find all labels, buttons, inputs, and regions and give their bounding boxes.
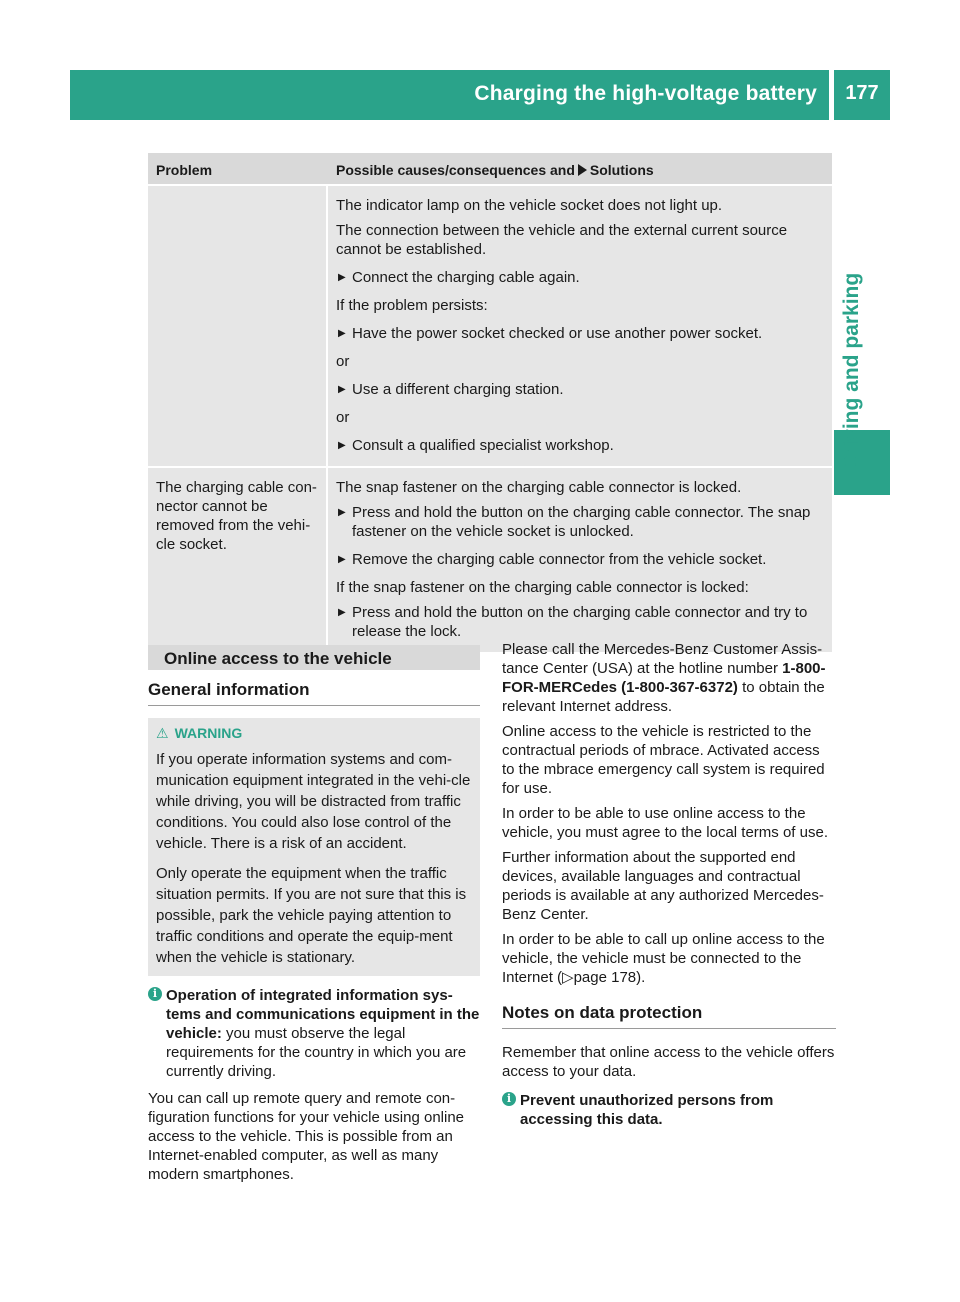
chapter-label: Driving and parking: [840, 272, 863, 470]
troubleshooting-table: [148, 153, 832, 654]
info-note: [502, 1091, 836, 1129]
paragraph-text: Please call the Mercedes-Benz Customer Assis-tance Center (USA) at the hotline number: [502, 641, 823, 677]
warning-text: If you operate information systems and com-munication equipment integrated in the vehi-cle while driving, you will be distracted from traffic conditions. You could also lose control of the vehicle. There is a risk of an accident.: [156, 751, 471, 852]
action-arrow-icon: [578, 164, 587, 176]
section-title: Online access to the vehicle: [148, 645, 480, 670]
solution-cell: [328, 186, 832, 466]
page-reference-link[interactable]: page 178: [573, 969, 637, 986]
info-bold-text: Operation of integrated information sys-tems and communications equipment in the vehicle:: [166, 987, 480, 1042]
body-paragraph: In order to be able to use online access to the vehicle, you must agree to the local terms of use.: [502, 805, 828, 841]
solution-step: ▶ Use a different charging station.: [336, 380, 824, 399]
table-row: [148, 186, 832, 466]
left-column: [148, 645, 480, 1184]
subheading: General information: [148, 670, 480, 706]
solution-step: ▶ Press and hold the button on the charging cable connector and try to release the lock.: [336, 603, 824, 641]
warning-title: [156, 724, 472, 743]
table-header: [148, 153, 832, 184]
solution-cell: [328, 468, 832, 652]
page-title: Charging the high-voltage battery: [474, 82, 817, 105]
column-header-problem: Problem: [156, 162, 213, 178]
problem-cell: [148, 186, 328, 466]
solution-step: ▶ Remove the charging cable connector from the vehicle socket.: [336, 550, 824, 569]
info-note: [148, 986, 480, 1081]
column-header-causes: [328, 153, 832, 184]
body-paragraph: Online access to the vehicle is restricted to the contractual periods of mbrace. Activated access to the mbrace emergency call system is required for use.: [502, 723, 825, 797]
problem-cell: The charging cable con-nector cannot be removed from the vehi-cle socket.: [148, 468, 328, 652]
right-column: [502, 640, 836, 1137]
paragraph-text: In order to be able to call up online access to the vehicle, the vehicle must be connected to the Internet (: [502, 931, 825, 986]
page-number: 177: [845, 82, 879, 104]
info-text: you must observe the legal requirements for the country in which you are currently driving.: [166, 1025, 467, 1080]
solution-step: ▶ Consult a qualified specialist workshop.: [336, 436, 824, 455]
page-number-box: [834, 70, 890, 120]
body-paragraph: [502, 930, 836, 987]
paragraph-text: ).: [636, 969, 646, 986]
cause-text: The snap fastener on the charging cable connector is locked.: [336, 479, 742, 496]
cause-text: The connection between the vehicle and the external current source cannot be established.: [336, 222, 788, 258]
paragraph-text: to obtain the relevant Internet address.: [502, 679, 825, 715]
info-icon: i: [502, 1092, 516, 1106]
info-bold-text: Prevent unauthorized persons from accessing this data.: [520, 1092, 774, 1128]
cause-text: If the problem persists:: [336, 297, 488, 314]
solution-step: ▶ Connect the charging cable again.: [336, 268, 824, 287]
body-paragraph: Further information about the supported end devices, available languages and contractual periods is available at any authorized Mercedes-Benz Center.: [502, 849, 824, 923]
subheading: Notes on data protection: [502, 993, 836, 1029]
info-icon: i: [148, 987, 162, 1001]
solution-step: ▶ Press and hold the button on the charging cable connector. The snap fastener on the vehicle socket is unlocked.: [336, 503, 824, 541]
warning-text: Only operate the equipment when the traffic situation permits. If you are not sure that this is possible, park the vehicle paying attention to traffic conditions and operate the equip-ment when the vehicle is stationary.: [156, 865, 467, 966]
warning-triangle-icon: ⚠: [156, 725, 169, 741]
warning-label: WARNING: [174, 725, 243, 741]
page-ref-arrow-icon: ▷: [562, 969, 574, 986]
body-paragraph: You can call up remote query and remote con-figuration functions for your vehicle using online access to the vehicle. This is possible from an Internet-enabled computer, as well as many modern smartphones.: [148, 1090, 465, 1183]
or-text: or: [336, 409, 350, 426]
warning-box: [148, 718, 480, 976]
hotline-number: 1-800-FOR-MERCedes (1-800-367-6372): [502, 660, 826, 696]
column-header-causes-label: Possible causes/consequences and: [336, 162, 575, 178]
body-paragraph: Remember that online access to the vehicle offers access to your data.: [502, 1044, 835, 1080]
cause-text: The indicator lamp on the vehicle socket does not light up.: [336, 197, 723, 214]
cause-text: If the snap fastener on the charging cable connector is locked:: [336, 579, 749, 596]
header-bar: [70, 70, 829, 120]
solution-step: ▶ Have the power socket checked or use another power socket.: [336, 324, 824, 343]
column-header-solutions-label: Solutions: [589, 162, 654, 178]
table-row: [148, 468, 832, 652]
or-text: or: [336, 353, 350, 370]
body-paragraph: [502, 640, 836, 716]
